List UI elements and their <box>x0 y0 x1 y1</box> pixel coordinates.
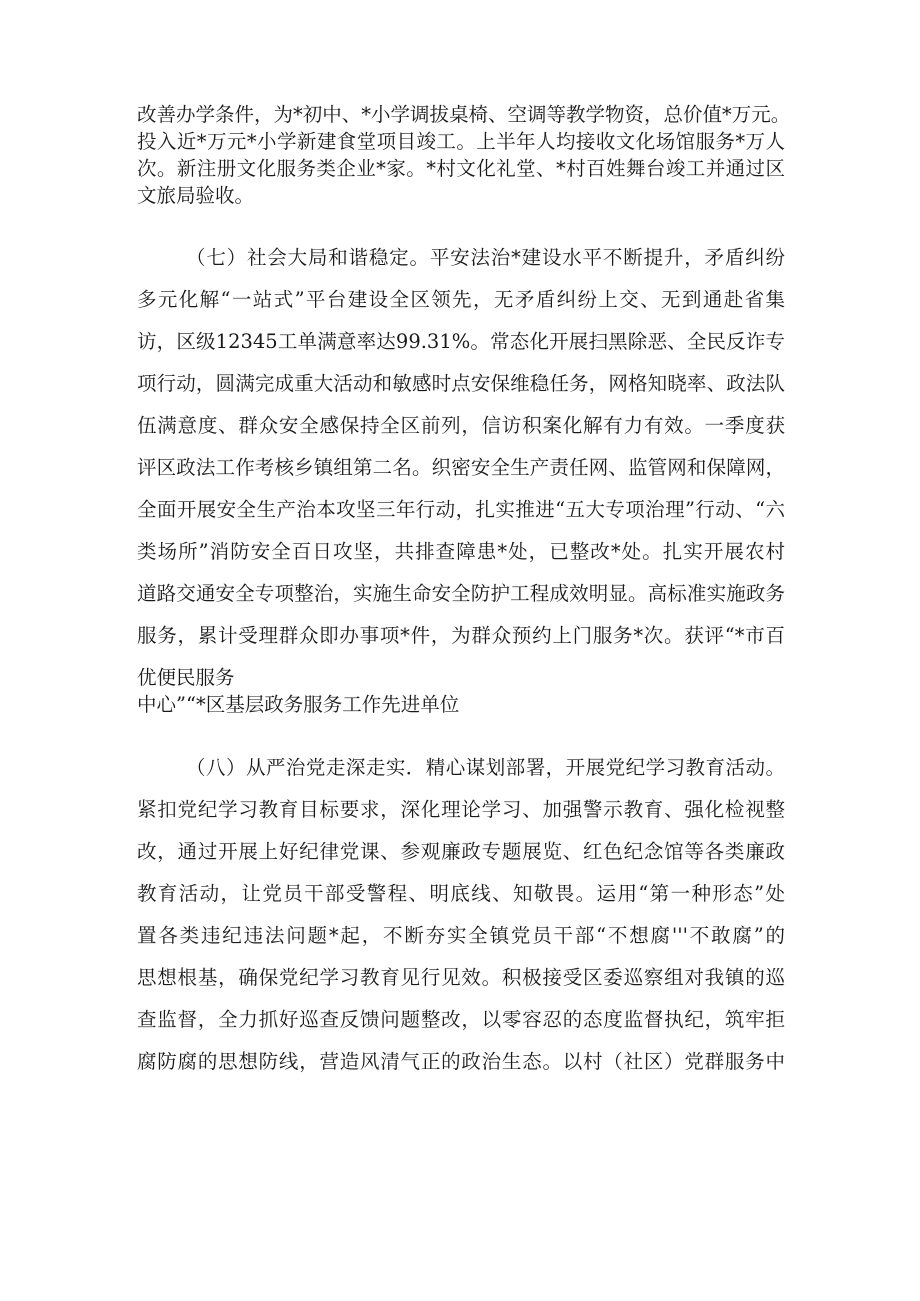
text-line: 紧扣党纪学习教育目标要求，深化理论学习、加强警示教育、强化检视整 <box>137 798 785 821</box>
text-line: 类场所”消防安全百日攻坚，共排查障患*处，已整改*处。扎实开展农村 <box>137 540 785 563</box>
text-line: 置各类违纪违法问题*起，不断夯实全镇党员干部“不想腐'''不敢腐”的 <box>137 924 785 947</box>
text-line: （八）从严治党走深走实．精心谋划部署，开展党纪学习教育活动。 <box>186 756 785 779</box>
text-line: 次。新注册文化服务类企业*家。*村文化礼堂、*村百姓舞台竣工并通过区 <box>137 157 785 180</box>
text-line: 腐防腐的思想防线，营造风清气正的政治生态。以村（社区）党群服务中 <box>137 1050 785 1073</box>
text-line: 优便民服务 <box>137 666 235 689</box>
text-line: 查监督，全力抓好巡查反馈问题整改，以零容忍的态度监督执纪，筑牢拒 <box>137 1008 785 1031</box>
text-line: 文旅局验收。 <box>137 184 255 207</box>
text-line: 全面开展安全生产治本攻坚三年行动，扎实推进“五大专项治理”行动、“六 <box>137 498 785 521</box>
text-line: 伍满意度、群众安全感保持全区前列，信访积案化解有力有效。一季度获 <box>137 414 785 437</box>
text-line: 中心”“*区基层政务服务工作先进单位 <box>137 693 460 716</box>
text-line: 思想根基，确保党纪学习教育见行见效。积极接受区委巡察组对我镇的巡 <box>137 966 785 989</box>
text-line: 访，区级12345工单满意率达99.31%。常态化开展扫黑除恶、全民反诈专 <box>137 330 785 353</box>
text-line: （七）社会大局和谐稳定。平安法治*建设水平不断提升，矛盾纠纷 <box>186 246 785 269</box>
text-line: 投入近*万元*小学新建食堂项目竣工。上半年人均接收文化场馆服务*万人 <box>137 130 785 153</box>
text-line: 教育活动，让党员干部受警程、明底线、知敬畏。运用“第一种形态”处 <box>137 882 785 905</box>
text-line: 改，通过开展上好纪律党课、参观廉政专题展览、红色纪念馆等各类廉政 <box>137 840 785 863</box>
text-line: 改善办学条件，为*初中、*小学调拔桌椅、空调等教学物资，总价值*万元。 <box>137 103 791 126</box>
text-line: 评区政法工作考核乡镇组第二名。织密安全生产责任网、监管网和保障网， <box>137 456 785 479</box>
text-line: 服务，累计受理群众即办事项*件，为群众预约上门服务*次。获评“*市百 <box>137 624 785 647</box>
text-line: 项行动，圆满完成重大活动和敏感时点安保维稳任务，网格知晓率、政法队 <box>137 372 785 395</box>
text-line: 多元化解“一站式”平台建设全区领先，无矛盾纠纷上交、无到通赴省集 <box>137 288 785 311</box>
text-line: 道路交通安全专项整治，实施生命安全防护工程成效明显。高标准实施政务 <box>137 582 785 605</box>
